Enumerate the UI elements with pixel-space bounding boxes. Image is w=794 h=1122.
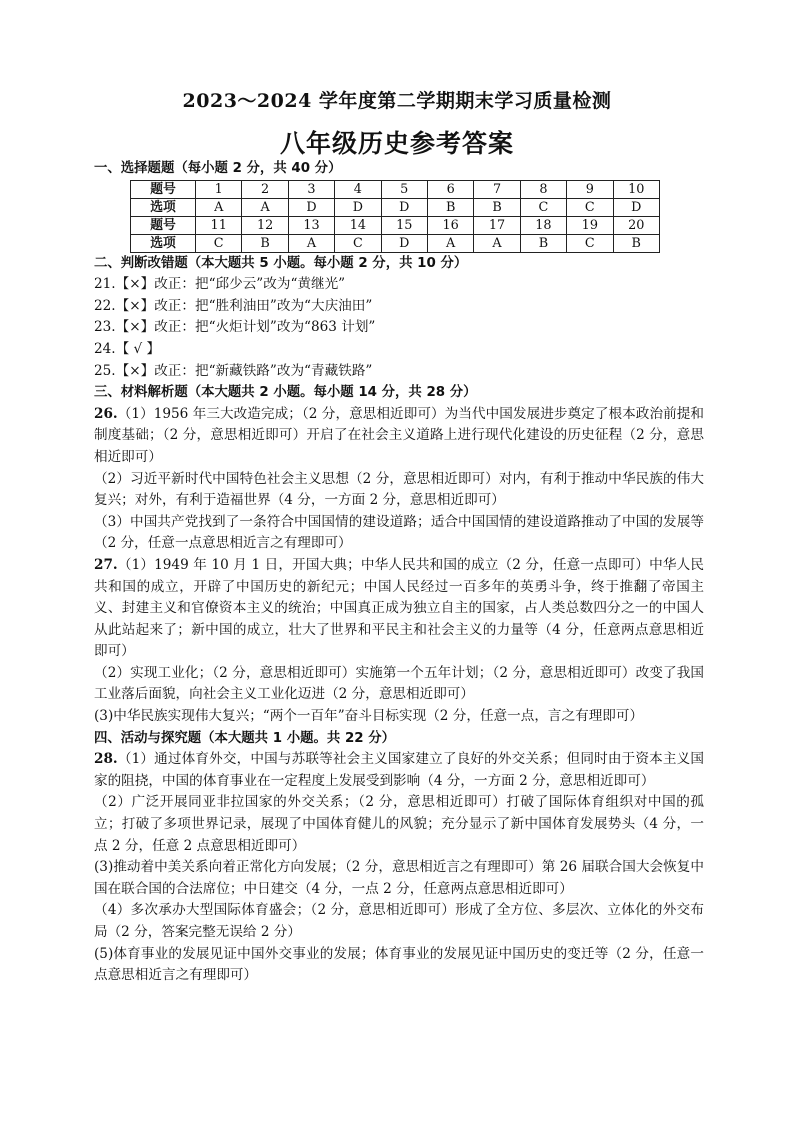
content-body bbox=[94, 158, 704, 987]
table-cell: C bbox=[335, 234, 381, 252]
q27-part1 bbox=[94, 555, 704, 663]
table-cell: D bbox=[288, 198, 334, 216]
table-row bbox=[131, 234, 660, 252]
table-cell: B bbox=[613, 234, 659, 252]
table-cell: 5 bbox=[381, 180, 427, 198]
table-row bbox=[131, 198, 660, 216]
table-cell: 20 bbox=[613, 216, 659, 234]
table-cell: D bbox=[613, 198, 659, 216]
section4-heading: 四、活动与探究题（本大题共 1 小题。共 22 分） bbox=[94, 730, 396, 746]
q27-part2: （2）实现工业化；（2 分，意思相近即可）实施第一个五年计划；（2 分，意思相近即可）改变了我国工业落后面貌，向社会主义工业化迈进（2 分，意思相近即可） bbox=[94, 664, 704, 703]
answer-text: （1）通过体育外交，中国与苏联等社会主义国家建立了良好的外交关系；但同时由于资本主义国家的阻挠，中国的体育事业在一定程度上发展受到影响（4 分，一方面 2 分，意思相近即可） bbox=[94, 751, 704, 789]
row-label-answer: 选项 bbox=[131, 234, 196, 252]
table-cell: 4 bbox=[335, 180, 381, 198]
table-cell: B bbox=[242, 234, 288, 252]
table-cell: 18 bbox=[520, 216, 566, 234]
table-cell: B bbox=[427, 198, 473, 216]
q26-part3: （3）中国共产党找到了一条符合中国国情的建设道路；适合中国国情的建设道路推动了中国的发展等（2 分，任意一点意思相近言之有理即可） bbox=[94, 513, 704, 552]
table-cell: 7 bbox=[474, 180, 520, 198]
table-cell: A bbox=[288, 234, 334, 252]
table-cell: A bbox=[427, 234, 473, 252]
answer-text: （1）1949 年 10 月 1 日，开国大典；中华人民共和国的成立（2 分，任意一点即可）中华人民共和国的成立，开辟了中国历史的新纪元；中国人民经过一百多年的英勇斗争，终于推翻了帝国主义、封建主义和官僚资本主义的统治；中国真正成为独立自主的国家，占人类总数四分之一的中国人从此站起来了；新中国的成立，壮大了世界和平民主和社会主义的力量等（4 分，任意两点意思相近即可） bbox=[94, 556, 704, 660]
q28-part5: (5)体育事业的发展见证中国外交事业的发展；体育事业的发展见证中国历史的变迁等（2 分，任意一点意思相近言之有理即可） bbox=[94, 945, 704, 984]
section1-heading: 一、选择题题（每小题 2 分，共 40 分） bbox=[94, 161, 342, 176]
table-cell: 12 bbox=[242, 216, 288, 234]
table-cell: D bbox=[381, 198, 427, 216]
table-cell: 16 bbox=[427, 216, 473, 234]
row-label-number: 题号 bbox=[131, 216, 196, 234]
q26-part2: （2）习近平新时代中国特色社会主义思想（2 分，意思相近即可）对内，有利于推动中华民族的伟大复兴；对外，有利于造福世界（4 分，一方面 2 分，意思相近即可） bbox=[94, 470, 704, 509]
answer-key-title: 八年级历史参考答案 bbox=[279, 129, 514, 158]
table-row bbox=[131, 216, 660, 234]
list-item: 24.【 √ 】 bbox=[94, 340, 161, 357]
table-cell: A bbox=[474, 234, 520, 252]
q28-part3: (3)推动着中美关系向着正常化方向发展；（2 分，意思相近言之有理即可）第 26 届联合国大会恢复中国在联合国的合法席位；中日建交（4 分，一点 2 分，任意两点意思相近即可） bbox=[94, 859, 704, 897]
table-cell: 1 bbox=[196, 180, 242, 198]
q27-part3: (3)中华民族实现伟大复兴；“两个一百年”奋斗目标实现（2 分，任意一点，言之有理即可） bbox=[94, 708, 644, 725]
table-cell: 14 bbox=[335, 216, 381, 234]
row-label-answer: 选项 bbox=[131, 198, 196, 216]
table-cell: 9 bbox=[567, 180, 613, 198]
table-cell: D bbox=[335, 198, 381, 216]
answer-text: （1）1956 年三大改造完成；（2 分，意思相近即可）为当代中国发展进步奠定了根本政治前提和制度基础；（2 分，意思相近即可）开启了在社会主义道路上进行现代化建设的历史征程（2 分，意思相近即可） bbox=[94, 405, 704, 465]
table-cell: 2 bbox=[242, 180, 288, 198]
q27-number: 27. bbox=[94, 556, 118, 573]
table-cell: 13 bbox=[288, 216, 334, 234]
table-cell: D bbox=[381, 234, 427, 252]
table-cell: A bbox=[196, 198, 242, 216]
list-item: 21.【×】改正：把“邱少云”改为“黄继光” bbox=[94, 276, 346, 293]
table-cell: 17 bbox=[474, 216, 520, 234]
section3-heading: 三、材料解析题（本大题共 2 小题。每小题 14 分，共 28 分） bbox=[94, 385, 477, 401]
list-item: 23.【×】改正：把“火炬计划”改为“863 计划” bbox=[94, 319, 376, 336]
table-cell: 3 bbox=[288, 180, 334, 198]
row-label-number: 题号 bbox=[131, 180, 196, 198]
exam-title: 2023～2024 学年度第二学期期末学习质量检测 bbox=[182, 90, 612, 112]
table-cell: 19 bbox=[567, 216, 613, 234]
table-cell: 11 bbox=[196, 216, 242, 234]
q26-number: 26. bbox=[94, 405, 118, 422]
list-item: 25.【×】改正：把“新藏铁路”改为“青藏铁路” bbox=[94, 362, 373, 379]
table-cell: B bbox=[474, 198, 520, 216]
q28-number: 28. bbox=[94, 751, 118, 768]
table-cell: 15 bbox=[381, 216, 427, 234]
table-cell: A bbox=[242, 198, 288, 216]
table-cell: C bbox=[196, 234, 242, 252]
q26-part1 bbox=[94, 404, 704, 469]
table-row bbox=[131, 180, 660, 198]
table-cell: 6 bbox=[427, 180, 473, 198]
table-cell: C bbox=[567, 234, 613, 252]
table-cell: B bbox=[520, 234, 566, 252]
q28-part1 bbox=[94, 749, 704, 792]
q28-part4: （4）多次承办大型国际体育盛会；（2 分，意思相近即可）形成了全方位、多层次、立体化的外交布局（2 分，答案完整无误给 2 分） bbox=[94, 902, 704, 940]
list-item: 22.【×】改正：把“胜利油田”改为“大庆油田” bbox=[94, 297, 373, 314]
choice-answer-table bbox=[130, 180, 660, 253]
table-cell: 10 bbox=[613, 180, 659, 198]
q28-part2: （2）广泛开展同亚非拉国家的外交关系；（2 分，意思相近即可）打破了国际体育组织对中国的孤立；打破了多项世界记录，展现了中国体育健儿的风貌；充分显示了新中国体育发展势头（4 分，一点 2 分，任意 2 点意思相近即可） bbox=[94, 794, 704, 854]
table-cell: C bbox=[567, 198, 613, 216]
table-cell: 8 bbox=[520, 180, 566, 198]
section2-heading: 二、判断改错题（本大题共 5 小题。每小题 2 分，共 10 分） bbox=[94, 255, 468, 271]
table-cell: C bbox=[520, 198, 566, 216]
